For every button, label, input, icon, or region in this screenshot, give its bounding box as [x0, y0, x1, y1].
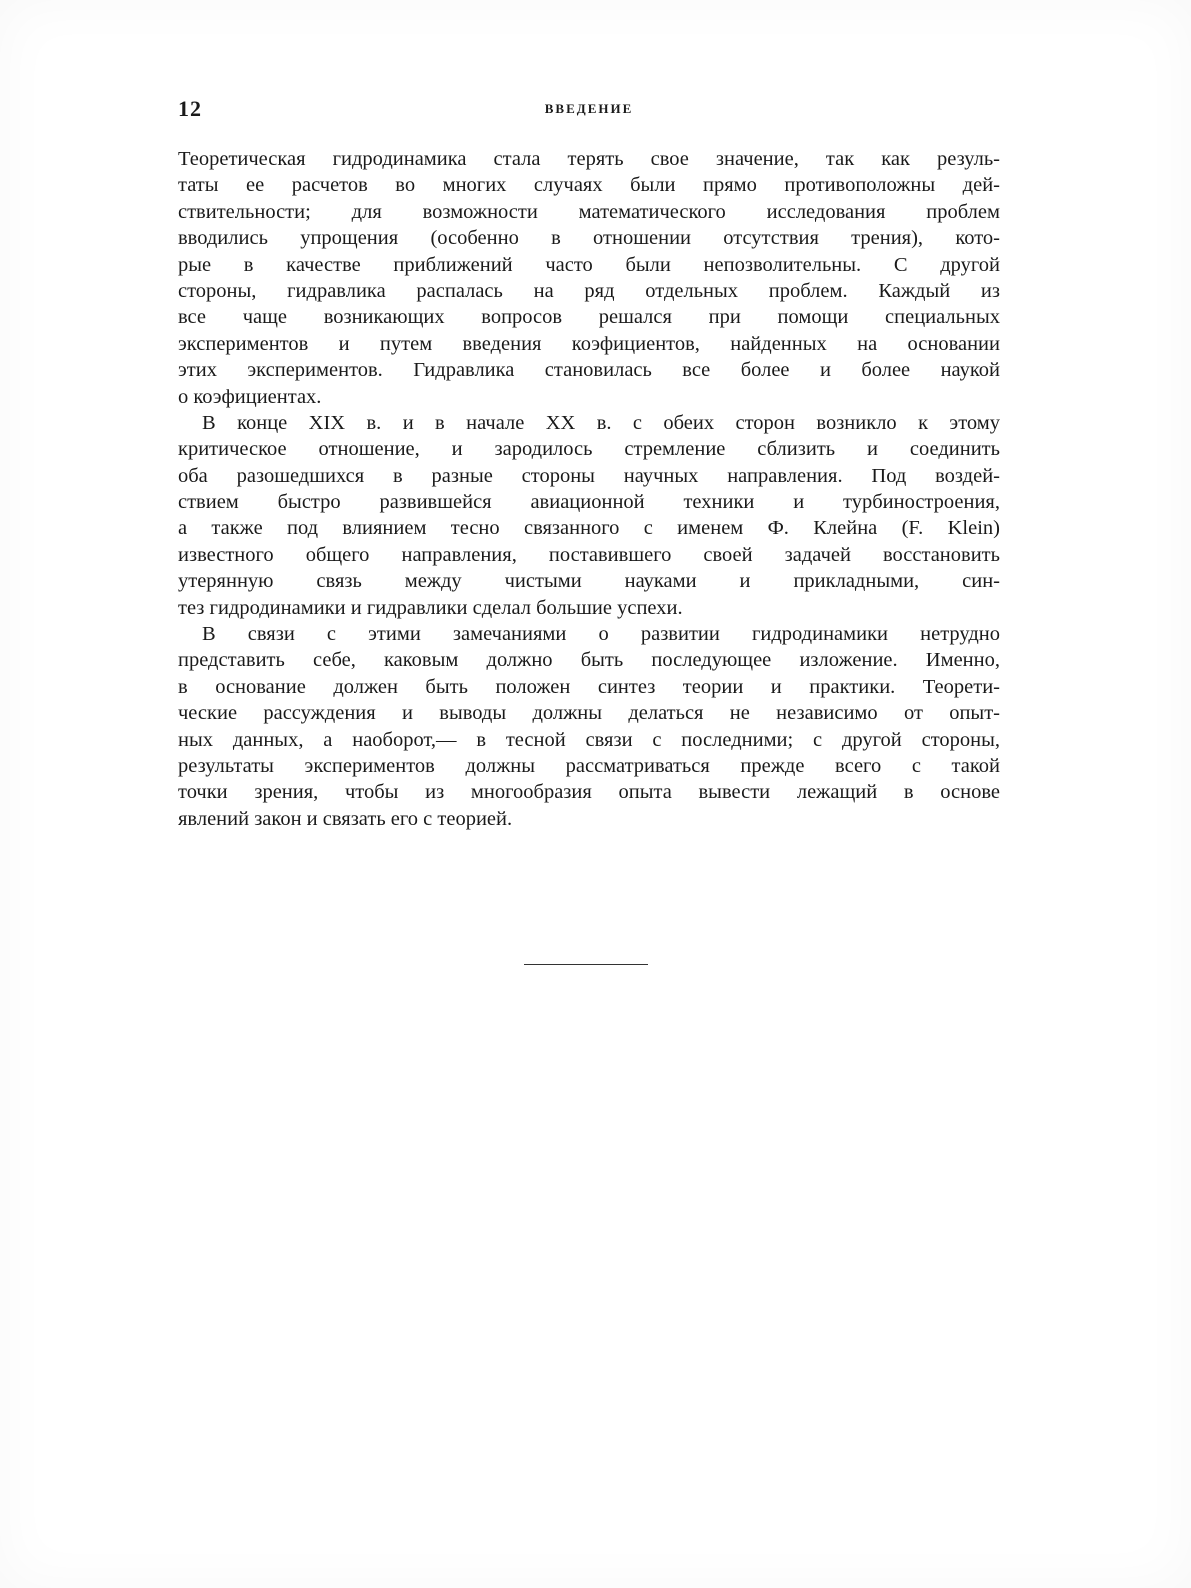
text-line: все чаще возникающих вопросов решался при помощи специальных [178, 306, 1000, 329]
text-line: точки зрения, чтобы из многообразия опыта вывести лежащий в основе [178, 781, 1000, 804]
text-line: о коэфициентах. [178, 385, 322, 408]
text-line: результаты экспериментов должны рассматриваться прежде всего с такой [178, 754, 1000, 777]
text-line: известного общего направления, поставившего своей задачей восстановить [178, 543, 1000, 566]
text-line: а также под влиянием тесно связанного с именем Ф. Клейна (F. Klein) [178, 517, 1000, 540]
text-line: оба разошедшихся в разные стороны научных направления. Под воздей- [178, 464, 1000, 487]
paragraph-2 [178, 410, 1000, 621]
text-line: представить себе, каковым должно быть последующее изложение. Именно, [178, 649, 1000, 672]
text-line: стороны, гидравлика распалась на ряд отдельных проблем. Каждый из [178, 279, 1000, 302]
text-line: тез гидродинамики и гидравлики сделал большие успехи. [178, 596, 683, 619]
text-line: утерянную связь между чистыми науками и прикладными, син- [178, 570, 1000, 593]
text-line: экспериментов и путем введения коэфициентов, найденных на основании [178, 332, 1000, 355]
body-text [178, 146, 1000, 832]
text-line: ческие рассуждения и выводы должны делаться не независимо от опыт- [178, 702, 1000, 725]
paragraph-1 [178, 146, 1000, 410]
text-line: Теоретическая гидродинамика стала терять свое значение, так как резуль- [178, 148, 1000, 170]
text-line [178, 410, 1000, 436]
page-header [178, 96, 1000, 126]
text-line: явлений закон и связать его с теорией. [178, 807, 513, 830]
text-line-content: В связи с этими замечаниями о развитии гидродинамики нетрудно [202, 623, 1000, 646]
text-line: ствием быстро развившейся авиационной техники и турбиностроения, [178, 491, 1000, 514]
text-line: критическое отношение, и зародилось стремление сблизить и соединить [178, 438, 1000, 461]
running-title: ВВЕДЕНИЕ [544, 101, 634, 116]
text-line: вводились упрощения (особенно в отношении отсутствия трения), кото- [178, 227, 1000, 250]
section-end-rule [524, 964, 648, 965]
page-number: 12 [178, 96, 202, 121]
text-line: в основание должен быть положен синтез теории и практики. Теорети- [178, 675, 1000, 698]
text-line-content: В конце XIX в. и в начале XX в. с обеих сторон возникло к этому [202, 411, 1000, 434]
text-line: ных данных, а наоборот,— в тесной связи с последними; с другой стороны, [178, 728, 1000, 751]
text-line: таты ее расчетов во многих случаях были прямо противоположны дей- [178, 174, 1000, 197]
text-line: этих экспериментов. Гидравлика становилась все более и более наукой [178, 359, 1000, 382]
text-line: ствительности; для возможности математического исследования проблем [178, 200, 1000, 223]
text-line: рые в качестве приближений часто были непозволительны. С другой [178, 253, 1000, 276]
paragraph-3 [178, 621, 1000, 832]
text-line [178, 621, 1000, 647]
